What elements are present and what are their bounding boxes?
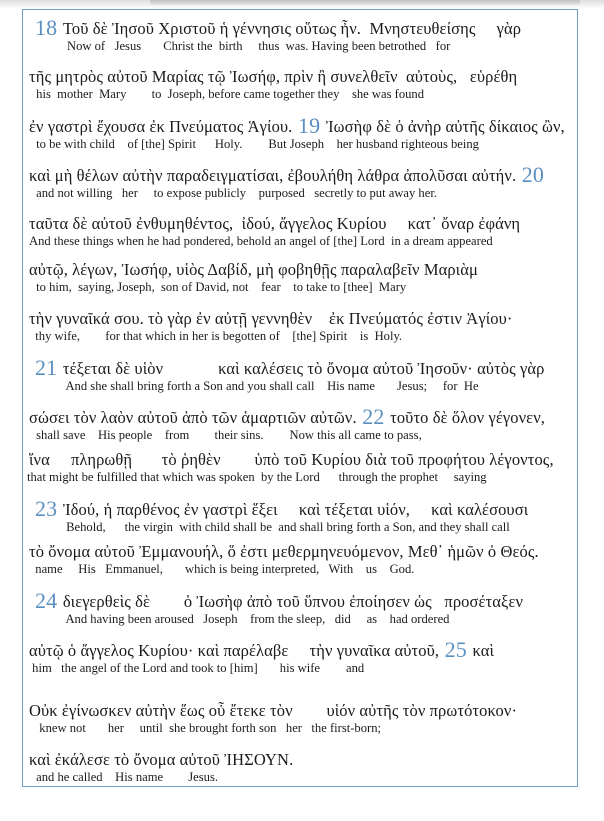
english-gloss-line xyxy=(23,379,578,394)
greek-line xyxy=(23,355,578,380)
english-gloss-line xyxy=(23,661,578,676)
interlinear-line-pair xyxy=(23,67,578,102)
greek-text: καὶ xyxy=(472,641,495,660)
english-text: Now of Jesus Christ the birth thus was. Having been betrothed for xyxy=(67,39,451,53)
interlinear-line-pair xyxy=(23,260,578,295)
interlinear-line-pair xyxy=(23,309,578,344)
greek-line xyxy=(23,637,578,662)
greek-text: ἵνα πληρωθῇ τὸ ῥηθὲν ὑπὸ τοῦ Κυρίου διὰ τοῦ προφήτου λέγοντος, xyxy=(29,450,554,469)
interlinear-line-pair xyxy=(23,355,578,394)
english-text: to be with child of [the] Spirit Holy. xyxy=(33,137,243,151)
greek-line xyxy=(23,750,578,770)
scan-top-shadow xyxy=(150,0,580,5)
verse-number: 22 xyxy=(356,404,391,429)
greek-line xyxy=(23,542,578,562)
greek-text: τῆς μητρὸς αὐτοῦ Μαρίας τῷ Ἰωσήφ, πρὶν ἢ συνελθεῖν αὐτοὺς, εὑρέθη xyxy=(29,67,518,86)
english-gloss-line xyxy=(23,39,578,54)
greek-text: σώσει τὸν λαὸν αὐτοῦ ἀπὸ τῶν ἁμαρτιῶν αὐτῶν. xyxy=(29,408,357,427)
verse-number: 20 xyxy=(516,162,544,187)
english-text: Now this all came to pass, xyxy=(289,428,422,442)
english-text: him the angel of the Lord and took to [him] his wife xyxy=(29,661,320,675)
interlinear-line-pair xyxy=(23,450,578,485)
greek-text: Ἰδού, ἡ παρθένος ἐν γαστρὶ ἕξει καὶ τέξεται υἱόν, καὶ καλέσουσι xyxy=(62,500,529,519)
greek-text: τὸ ὄνομα αὐτοῦ Ἐμμανουήλ, ὅ ἐστι μεθερμηνευόμενον, Μεθ᾽ ἡμῶν ὁ Θεός. xyxy=(29,542,539,561)
english-text: And having been aroused Joseph from the sleep, did as had ordered xyxy=(63,612,450,626)
english-text: And she shall bring forth a Son and you shall call His name Jesus; for He xyxy=(63,379,479,393)
interlinear-line-pair xyxy=(23,542,578,577)
greek-text: τέξεται δὲ υἱὸν καὶ καλέσεις τὸ ὄνομα αὐτοῦ Ἰησοῦν· αὐτὸς γὰρ xyxy=(62,359,545,378)
greek-line xyxy=(23,309,578,329)
greek-text: αὐτῷ ὁ ἄγγελος Κυρίου· καὶ παρέλαβε τὴν γυναῖκα αὐτοῦ, xyxy=(29,641,440,660)
english-text: And these things when he had pondered, behold an angel of [the] Lord in a dream appeared xyxy=(29,234,493,248)
text-page-frame xyxy=(22,9,578,787)
greek-line xyxy=(23,113,578,138)
english-gloss-line xyxy=(23,470,578,485)
verse-number: 18 xyxy=(35,15,63,40)
greek-text: τὴν γυναῖκά σου. τὸ γὰρ ἐν αὐτῇ γεννηθὲν ἐκ Πνεύματός ἐστιν Ἁγίου· xyxy=(29,309,513,328)
interlinear-line-pair xyxy=(23,404,578,443)
interlinear-line-pair xyxy=(23,214,578,249)
english-gloss-line xyxy=(23,234,578,249)
verse-number: 19 xyxy=(292,113,326,138)
english-gloss-line xyxy=(23,87,578,102)
english-gloss-line xyxy=(23,520,578,535)
greek-text: Ἰωσὴφ δὲ ὁ ἀνὴρ αὐτῆς δίκαιος ὢν, xyxy=(325,117,565,136)
english-gloss-line xyxy=(23,329,578,344)
greek-line xyxy=(23,67,578,87)
greek-text: τοῦτο δὲ ὅλον γέγονεν, xyxy=(390,408,545,427)
greek-text: ἐν γαστρὶ ἔχουσα ἐκ Πνεύματος Ἁγίου. xyxy=(29,117,293,136)
english-text: But Joseph her husband righteous being xyxy=(268,137,479,151)
english-text: and xyxy=(346,661,365,675)
english-text: that might be fulfilled that which was spoken by the Lord through the prophet saying xyxy=(27,470,487,484)
english-text: knew not her until she brought forth son her the first-born; xyxy=(33,721,382,735)
greek-text: αὐτῷ, λέγων, Ἰωσήφ, υἱὸς Δαβίδ, μὴ φοβηθῇς παραλαβεῖν Μαριὰμ xyxy=(29,260,478,279)
interlinear-line-pair xyxy=(23,701,578,736)
greek-line xyxy=(23,701,578,721)
english-gloss-line xyxy=(23,562,578,577)
english-gloss-line xyxy=(23,721,578,736)
greek-line xyxy=(23,162,578,187)
greek-line xyxy=(23,15,578,40)
greek-text: ταῦτα δὲ αὐτοῦ ἐνθυμηθέντος, ἰδού, ἄγγελος Κυρίου κατ᾽ ὄναρ ἐφάνη xyxy=(29,214,521,233)
english-gloss-line xyxy=(23,186,578,201)
english-text: and he called His name Jesus. xyxy=(33,770,219,784)
greek-line xyxy=(23,214,578,234)
english-text: his mother Mary to Joseph, before came together they she was found xyxy=(33,87,425,101)
verse-number: 25 xyxy=(439,637,473,662)
greek-text: καὶ μὴ θέλων αὐτὴν παραδειγματίσαι, ἐβουλήθη λάθρα ἀπολῦσαι αὐτήν. xyxy=(29,166,517,185)
english-gloss-line xyxy=(23,612,578,627)
verse-number: 21 xyxy=(35,355,63,380)
interlinear-line-pair xyxy=(23,637,578,676)
english-gloss-line xyxy=(23,280,578,295)
interlinear-line-pair xyxy=(23,15,578,54)
english-gloss-line xyxy=(23,428,578,443)
greek-text: διεγερθεὶς δὲ ὁ Ἰωσὴφ ἀπὸ τοῦ ὕπνου ἐποίησεν ὡς προσέταξεν xyxy=(62,592,524,611)
english-text: name His Emmanuel, which is being interpreted, With us God. xyxy=(29,562,415,576)
greek-line xyxy=(23,404,578,429)
english-text: shall save His people from their sins. xyxy=(33,428,264,442)
greek-text: Τοῦ δὲ Ἰησοῦ Χριστοῦ ἡ γέννησις οὕτως ἦν. Μνηστευθείσης γὰρ xyxy=(62,19,522,38)
greek-line xyxy=(23,496,578,521)
english-text: to him, saying, Joseph, son of David, not fear to take to [thee] Mary xyxy=(33,280,407,294)
greek-text: καὶ ἐκάλεσε τὸ ὄνομα αὐτοῦ ἸΗΣΟΥΝ. xyxy=(29,750,294,769)
verse-number: 23 xyxy=(35,496,63,521)
greek-text: Οὐκ ἐγίνωσκεν αὐτὴν ἕως οὗ ἔτεκε τὸν υἱόν αὐτῆς τὸν πρωτότοκον· xyxy=(29,701,518,720)
english-text: thy wife, for that which in her is begotten of [the] Spirit is Holy. xyxy=(29,329,403,343)
interlinear-line-pair xyxy=(23,162,578,201)
interlinear-line-pair xyxy=(23,750,578,785)
english-gloss-line xyxy=(23,137,578,152)
interlinear-line-pair xyxy=(23,496,578,535)
interlinear-line-pair xyxy=(23,588,578,627)
english-text: and not willing her to expose publicly purposed secretly to put away her. xyxy=(33,186,437,200)
greek-line xyxy=(23,260,578,280)
interlinear-line-pair xyxy=(23,113,578,152)
english-text: Behold, the virgin with child shall be and shall bring forth a Son, and they shall call xyxy=(63,520,510,534)
greek-line xyxy=(23,450,578,470)
english-gloss-line xyxy=(23,770,578,785)
greek-line xyxy=(23,588,578,613)
verse-number: 24 xyxy=(35,588,63,613)
